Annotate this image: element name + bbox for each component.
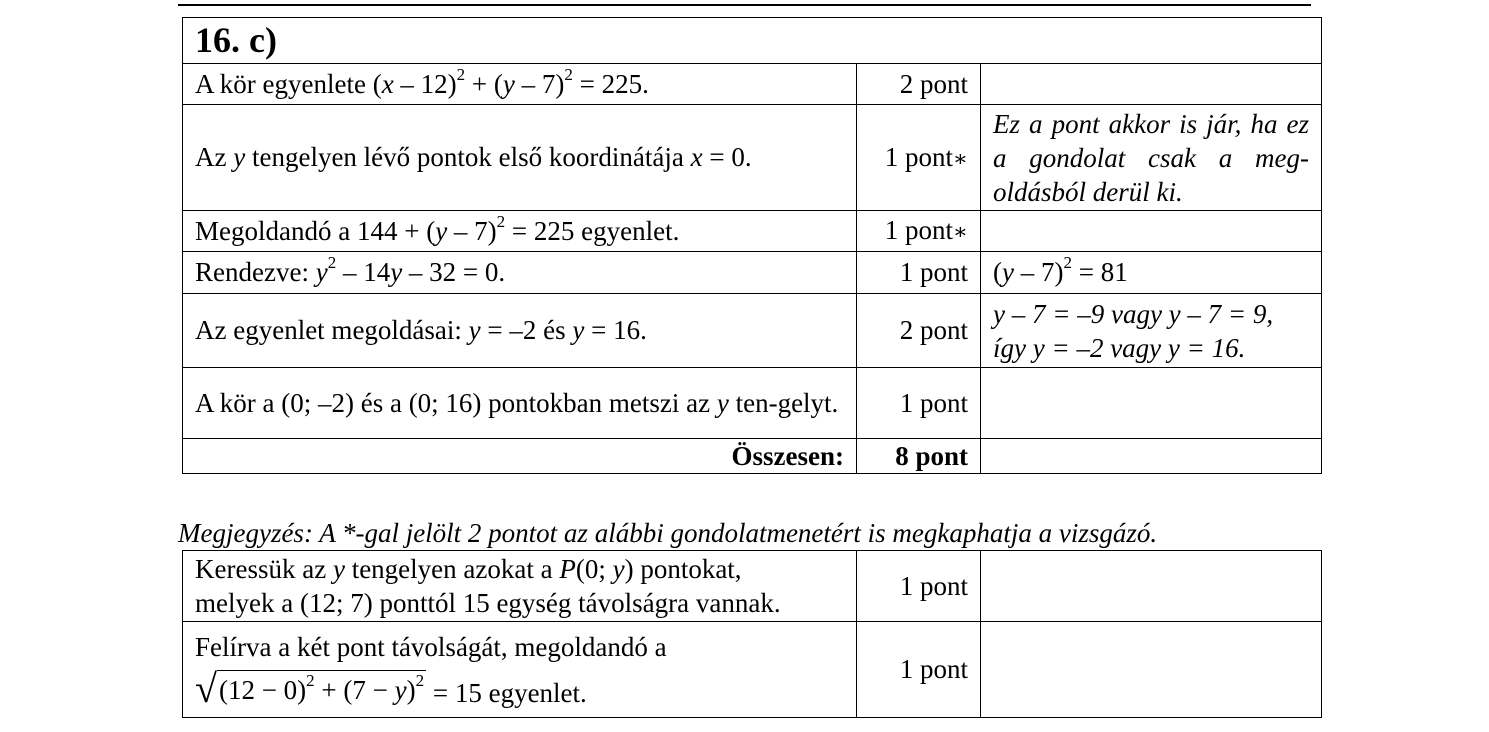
points-cell: 2 pont <box>857 64 981 105</box>
section-title: 16. c) <box>183 18 1322 64</box>
points-cell: 1 pont <box>857 368 981 439</box>
total-label: Összesen: <box>183 439 857 474</box>
table-row <box>183 252 1322 294</box>
comment-cell <box>981 622 1322 718</box>
solution-step: A kör egyenlete (x – 12)$^2$ + (y – 7)$^2$ = 225. <box>183 64 857 105</box>
total-points: 8 pont <box>857 439 981 474</box>
table-row <box>183 211 1322 252</box>
radicand: $(12 - 0)^2 + (7 - y)^2$ <box>218 670 425 705</box>
comment-cell: y – 7 = –9 vagy y – 7 = 9, így y = –2 vagy y = 16. <box>981 294 1322 368</box>
radical-sign-icon: √ <box>195 665 217 711</box>
total-row <box>183 439 1322 474</box>
solution-step: A kör a (0; –2) és a (0; 16) pontokban metszi az y ten-gelyt. <box>183 368 857 439</box>
title-row <box>183 18 1322 64</box>
square-root <box>195 665 426 711</box>
solution-step: Felírva a két pont távolságát, megoldandó a √ $(12 - 0)^2 + (7 - y)^2$ = 15 egyenlet. <box>183 622 857 718</box>
alternative-table <box>182 550 1322 718</box>
solution-step: Rendezve: $y^2 - 14y - 32 = 0$. <box>183 252 857 294</box>
points-cell: 1 pont∗ <box>857 211 981 252</box>
comment-cell <box>981 64 1322 105</box>
star-mark: ∗ <box>953 219 968 244</box>
table-row <box>183 551 1322 622</box>
comment-cell <box>981 439 1322 474</box>
comment-cell: (y – 7)$^2$ = 81 <box>981 252 1322 294</box>
comment-cell <box>981 368 1322 439</box>
table-row <box>183 105 1322 211</box>
table-row <box>183 368 1322 439</box>
note: Megjegyzés: A *-gal jelölt 2 pontot az alábbi gondolatmenetért is megkaphatja a vizsgázó. <box>178 518 1158 548</box>
table-row <box>183 64 1322 105</box>
solution-step: Megoldandó a 144 + (y – 7)$^2$ = 225 egyenlet. <box>183 211 857 252</box>
solution-step: Keressük az y tengelyen azokat a P(0; y) pontokat, melyek a (12; 7) ponttól 15 egység távolságra vannak. <box>183 551 857 622</box>
star-mark: ∗ <box>953 145 968 171</box>
comment-cell <box>981 211 1322 252</box>
comment-cell: Ez a pont akkor is jár, ha ez a gondolat csak a meg-oldásból derül ki. <box>981 105 1322 211</box>
solution-step: Az egyenlet megoldásai: y = –2 és y = 16. <box>183 294 857 368</box>
comment-cell <box>981 551 1322 622</box>
points-cell: 1 pont <box>857 252 981 294</box>
points-cell: 2 pont <box>857 294 981 368</box>
solution-step: Az y tengelyen lévő pontok első koordinátája x = 0. <box>183 105 857 211</box>
table-row <box>183 622 1322 718</box>
top-rule <box>178 4 1311 6</box>
table-row <box>183 294 1322 368</box>
scoring-table <box>182 17 1322 474</box>
points-cell: 1 pont∗ <box>857 105 981 211</box>
points-cell: 1 pont <box>857 551 981 622</box>
points-cell: 1 pont <box>857 622 981 718</box>
